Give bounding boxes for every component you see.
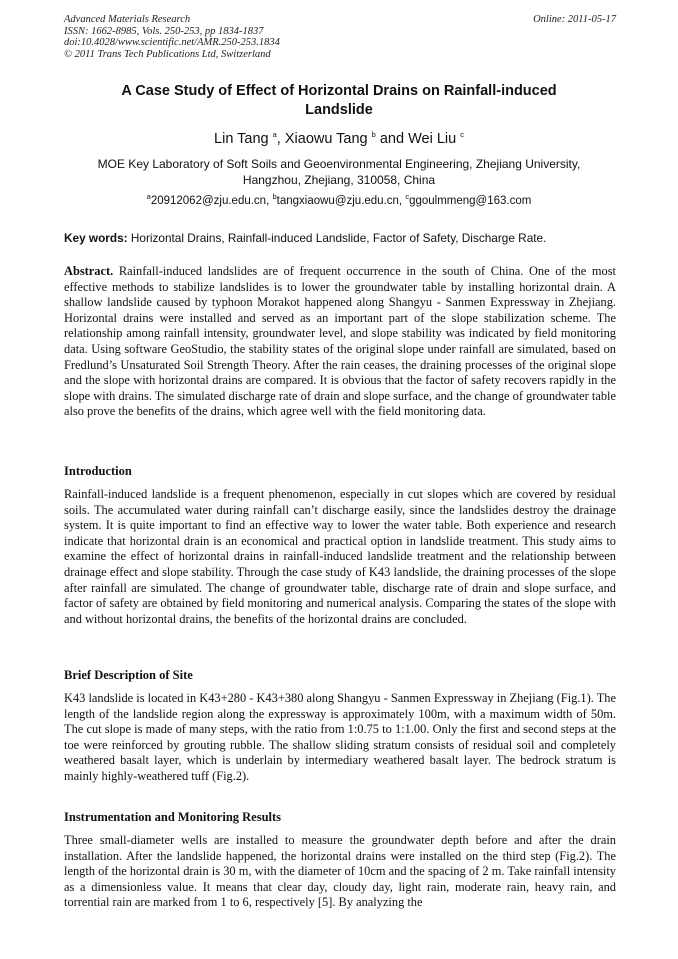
abstract [64, 264, 616, 420]
author-affiliation-marker: a [272, 130, 277, 140]
author-conjunction: and [375, 131, 409, 147]
journal-header [64, 14, 616, 60]
section-text-introduction: Rainfall-induced landslide is a frequent phenomenon, especially in cut slopes which are covered by residual soils. The accumulated water during rainfall can’t discharge easily, since the landslides destroy the drainage system. It is quite important to find an effective way to lower the water table. Both experience and research indicate that horizontal drain is an economical and practical option in landslide treatment. This study aims to examine the effect of horizontal drains in rainfall-induced landslide treatment and the relationship between drainage effect and slope stability. Through the case study of K43 landslide, the draining processes of the slope after rainfall are simulated. The change of groundwater table, discharge rate of drain and slope surface, and factor of safety are obtained by field monitoring and numerical analysis. Comparing the states of the slope with and without horizontal drains, the benefits of the horizontal drains are concluded. [64, 487, 616, 626]
email-address[interactable]: ggoulmmeng@163.com [409, 195, 532, 207]
email-address[interactable]: tangxiaowu@zju.edu.cn [276, 195, 399, 207]
email-separator: , [266, 195, 273, 207]
email-marker: b [272, 192, 277, 202]
section-heading-site: Brief Description of Site [64, 668, 193, 682]
abstract-label: Abstract. [64, 264, 114, 278]
section-text-instrumentation: Three small-diameter wells are installed to measure the groundwater depth before and after the drain installation. After the landslide happened, the horizontal drains were installed on the third step (Fig.2). The length of the horizontal drain is 30 m, with the diameter of 10cm and the spacing of 2 m. Take rainfall intensity as a dimensionless value. It means that clear day, cloudy day, light rain, moderate rain, heavy rain, and torrential rain are marked from 1 to 6, respectively [5]. By analyzing the [64, 833, 616, 910]
author-name: Xiaowu Tang [284, 131, 368, 147]
title-line-2: Landslide [305, 102, 373, 118]
title-line-1: A Case Study of Effect of Horizontal Drains on Rainfall-induced [121, 83, 557, 99]
email-separator: , [398, 195, 406, 207]
section-text-site: K43 landslide is located in K43+280 - K43+380 along Shangyu - Sanmen Expressway in Zhejiang (Fig.1). The length of the landslide region along the expressway is approximately 100m, with a maximum width of 50m. The cut slope is made of many steps, with the ratio from 1:0.75 to 1:1.00. Only the first and second steps at the toe were reinforced by grouting rubble. The shallow sliding stratum consists of residual soil and completely weathered basalt layer, which is underlain by intermediary weathered basalt layer. The bedrock stratum is mainly highly-weathered tuff (Fig.2). [64, 691, 616, 783]
keywords-label: Key words: [64, 231, 128, 245]
issn-line: ISSN: 1662-8985, Vols. 250-253, pp 1834-1837 [64, 25, 264, 37]
affiliation-line-2: Hangzhou, Zhejiang, 310058, China [242, 173, 436, 187]
section-heading-introduction: Introduction [64, 464, 132, 478]
author-affiliation-marker: c [460, 130, 464, 140]
author-emails [64, 193, 614, 209]
online-date: Online: 2011-05-17 [533, 14, 616, 25]
email-marker: c [405, 192, 410, 202]
keywords [64, 230, 616, 246]
author-name: Wei Liu [408, 131, 457, 147]
doi-line: doi:10.4028/www.scientific.net/AMR.250-253.1834 [64, 37, 280, 48]
author-separator: , [276, 131, 285, 147]
copyright-line: © 2011 Trans Tech Publications Ltd, Switzerland [64, 48, 271, 60]
paper-title [64, 82, 614, 120]
author-list [64, 130, 614, 148]
author-affiliation-marker: b [371, 130, 376, 140]
abstract-text: Rainfall-induced landslides are of frequent occurrence in the south of China. One of the most effective methods to stabilize landslides is to lower the groundwater table by installing horizontal drain. A shallow landslide caused by typhoon Morakot happened along Shangyu - Sanmen Expressway in Zhejiang. Horizontal drains were installed and served as an important part of the slope stabilization scheme. The relationship among rainfall intensity, groundwater level, and slope stability was indicated by field monitoring data. Using software GeoStudio, the stability states of the original slope under rainfall are simulated, based on Fredlund’s Unsaturated Soil Strength Theory. After the rain ceases, the draining processes of the original slope and the slope with horizontal drains are compared. It is obvious that the factor of safety recovers rapidly in the slope with drains. The simulated discharge rate of drain and slope surface, and the change of groundwater table also prove the benefits of the drains, which agree well with the field monitoring data. [64, 264, 616, 419]
keywords-text: Horizontal Drains, Rainfall-induced Landslide, Factor of Safety, Discharge Rate. [127, 231, 547, 245]
email-marker: a [146, 192, 151, 202]
affiliation-line-1: MOE Key Laboratory of Soft Soils and Geoenvironmental Engineering, Zhejiang University, [97, 157, 581, 171]
section-heading-instrumentation: Instrumentation and Monitoring Results [64, 810, 282, 824]
affiliation [64, 156, 614, 188]
email-address[interactable]: 20912062@zju.edu.cn [150, 195, 267, 207]
journal-name: Advanced Materials Research [64, 14, 191, 25]
author-name: Lin Tang [214, 131, 269, 147]
